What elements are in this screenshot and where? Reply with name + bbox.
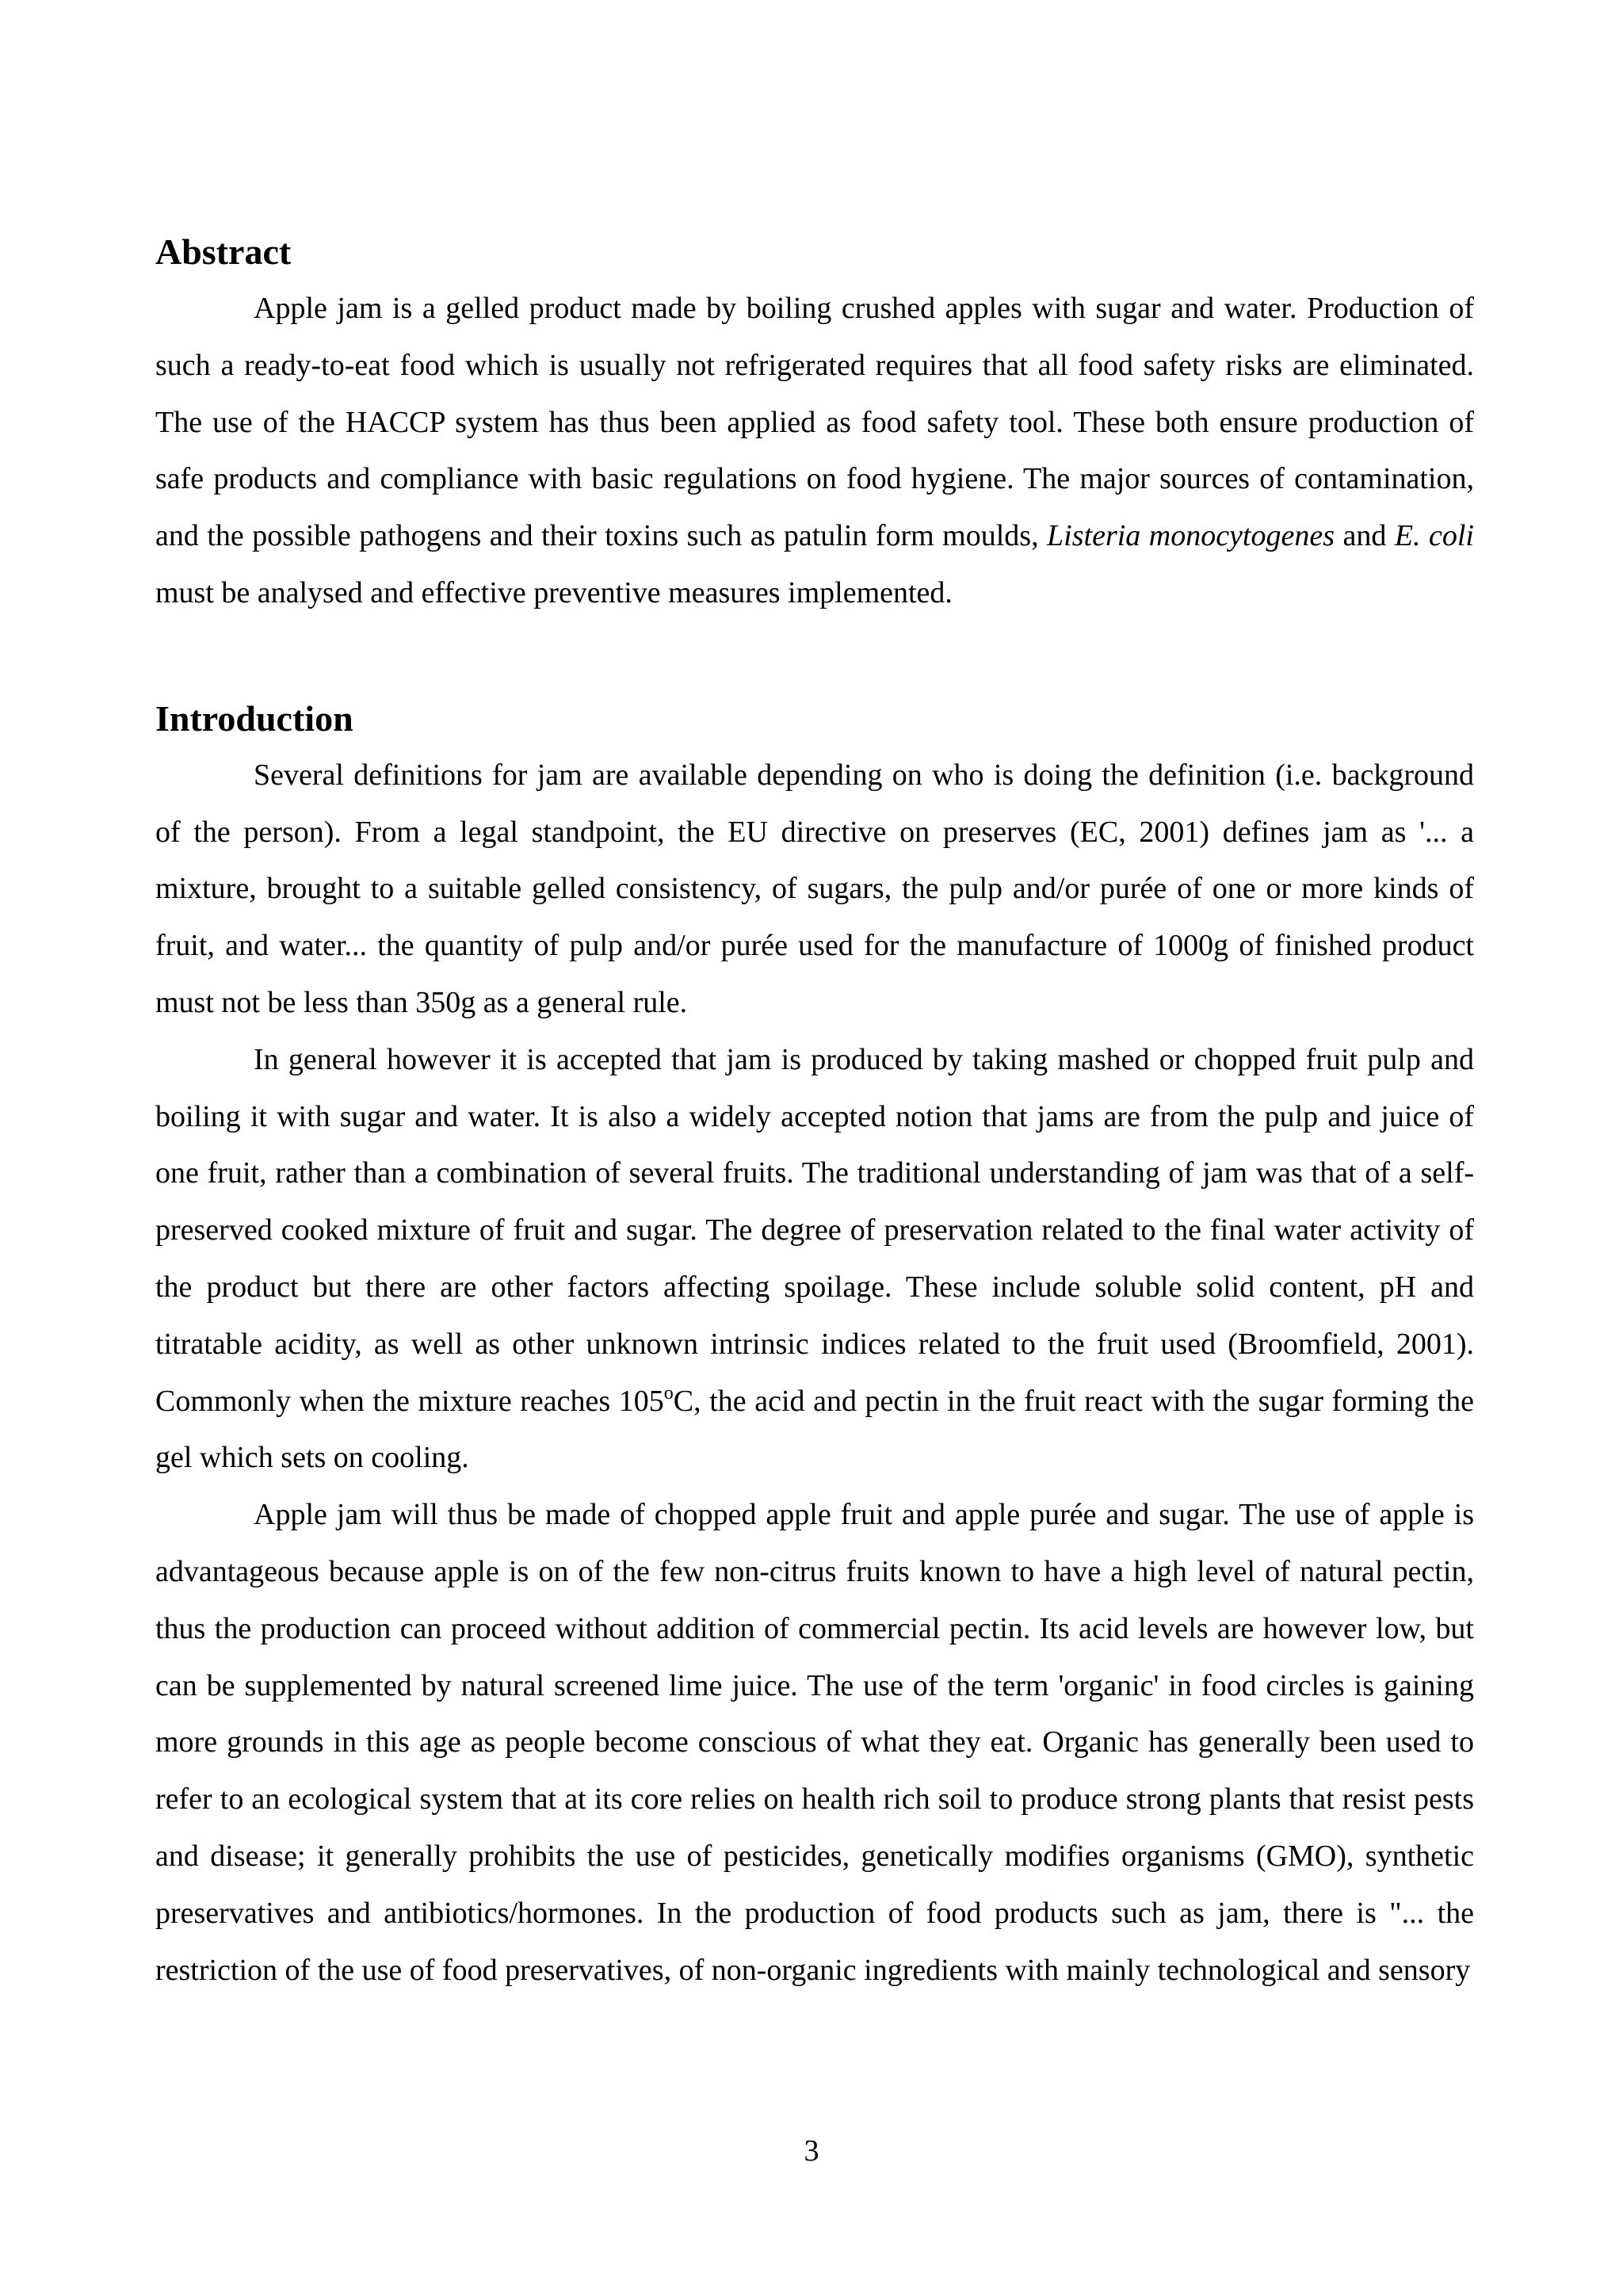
abstract-text-part-2: and xyxy=(1335,519,1395,553)
introduction-paragraph-3: Apple jam will thus be made of chopped apple fruit and apple purée and sugar. The use of apple is advantageous because apple is on of the few non-citrus fruits known to have a high level of natural pectin, thus the production can proceed without addition of commercial pectin. Its acid levels are however low, but can be supplemented by natural screened lime juice. The use of the term 'organic' in food circles is gaining more grounds in this age as people become conscious of what they eat. Organic has generally been used to refer to an ecological system that at its core relies on health rich soil to produce strong plants that resist pests and disease; it generally prohibits the use of pesticides, genetically modifies organisms (GMO), synthetic preservatives and antibiotics/hormones. In the production of food products such as jam, there is "... the restriction of the use of food preservatives, of non-organic ingredients with mainly technological and sensory xyxy=(155,1498,1474,1987)
abstract-text-part-1: Apple jam is a gelled product made by boiling crushed apples with sugar and water. Production of such a ready-to-eat food which is usually not refrigerated requires that all food safety risks are eliminated. The use of the HACCP system has thus been applied as food safety tool. These both ensure production of safe products and compliance with basic regulations on food hygiene. The major sources of contamination, and the possible pathogens and their toxins such as patulin form moulds, xyxy=(155,292,1474,553)
abstract-italic-ecoli: E. coli xyxy=(1394,519,1474,553)
introduction-p2-text-part-2: C, the acid and pectin in the fruit react with the sugar forming the gel which sets on cooling. xyxy=(155,1384,1474,1475)
introduction-paragraph-2 xyxy=(155,1032,1474,1487)
page-content xyxy=(155,230,1474,1999)
page-number: 3 xyxy=(804,2134,819,2168)
introduction-paragraph-1: Several definitions for jam are available depending on who is doing the definition (i.e. background of the person). From a legal standpoint, the EU directive on preserves (EC, 2001) defines jam as '... a mixture, brought to a suitable gelled consistency, of sugars, the pulp and/or purée of one or more kinds of fruit, and water... the quantity of pulp and/or purée used for the manufacture of 1000g of finished product must not be less than 350g as a general rule. xyxy=(155,758,1474,1019)
abstract-heading: Abstract xyxy=(155,231,292,272)
abstract-italic-listeria: Listeria monocytogenes xyxy=(1047,519,1335,553)
introduction-heading: Introduction xyxy=(155,697,353,739)
abstract-text-part-3: must be analysed and effective preventive measures implemented. xyxy=(155,575,953,609)
abstract-paragraph xyxy=(155,281,1474,622)
introduction-p2-text-part-1: In general however it is accepted that jam is produced by taking mashed or chopped fruit pulp and boiling it with sugar and water. It is also a widely accepted notion that jams are from the pulp and juice of one fruit, rather than a combination of several fruits. The traditional understanding of jam was that of a self-preserved cooked mixture of fruit and sugar. The degree of preservation related to the final water activity of the product but there are other factors affecting spoilage. These include soluble solid content, pH and titratable acidity, as well as other unknown intrinsic indices related to the fruit used (Broomfield, 2001). Commonly when the mixture reaches 105 xyxy=(155,1042,1474,1418)
degree-superscript: o xyxy=(663,1382,674,1404)
